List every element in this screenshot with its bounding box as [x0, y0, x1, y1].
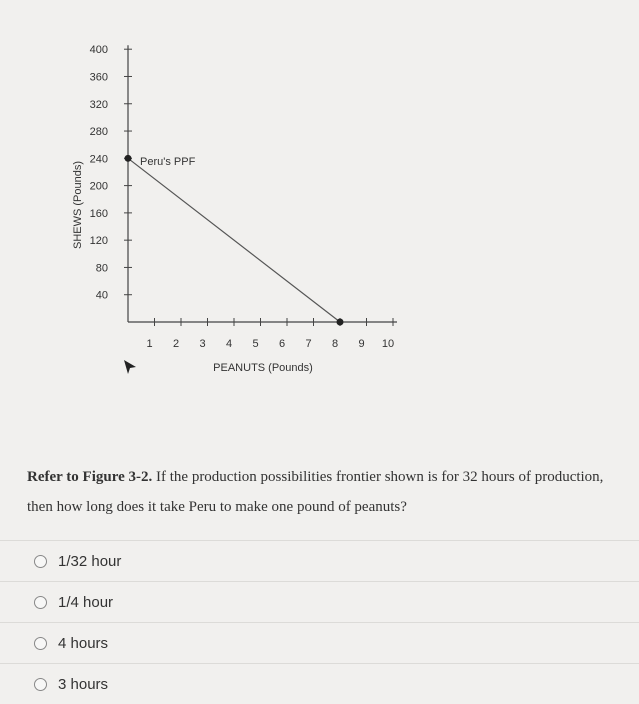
x-tick-label: 7 — [305, 338, 312, 350]
question-text — [27, 462, 639, 522]
y-axis-label: SHEWS (Pounds) — [72, 160, 84, 250]
x-tick-labels — [146, 318, 394, 350]
answer-option-label: 4 hours — [58, 634, 109, 652]
answer-option[interactable] — [0, 663, 639, 704]
y-tick-labels — [90, 44, 132, 302]
radio-button[interactable] — [34, 596, 47, 609]
x-tick-label: 4 — [225, 338, 233, 350]
ppf-line — [128, 158, 340, 322]
chart-axes — [128, 45, 397, 322]
y-tick-label: 360 — [89, 71, 108, 84]
y-tick-label: 40 — [95, 289, 108, 302]
x-axis-label: PEANUTS (Pounds) — [213, 362, 313, 374]
x-tick-label: 1 — [146, 338, 153, 350]
answer-option[interactable] — [0, 540, 639, 581]
y-tick-label: 120 — [89, 235, 108, 248]
answer-option-label: 1/32 hour — [58, 552, 122, 570]
answer-option-label: 3 hours — [58, 675, 109, 693]
ppf-series — [125, 155, 344, 326]
radio-button[interactable] — [34, 555, 47, 568]
ppf-chart — [60, 30, 420, 390]
y-tick-label: 280 — [89, 126, 108, 139]
y-tick-label: 200 — [89, 180, 108, 193]
x-tick-label: 8 — [331, 338, 339, 350]
x-tick-label: 5 — [252, 338, 259, 350]
x-tick-label: 10 — [381, 338, 395, 350]
y-tick-label: 400 — [89, 44, 108, 57]
answer-option[interactable] — [0, 581, 639, 622]
x-tick-label: 3 — [199, 338, 206, 350]
x-tick-label: 6 — [278, 338, 286, 350]
question-figure-ref: Refer to Figure 3-2. — [27, 469, 153, 485]
y-tick-label: 240 — [89, 153, 108, 166]
cursor-arrow-icon — [124, 360, 136, 374]
ppf-annotation: Peru's PPF — [140, 156, 196, 168]
answer-option[interactable] — [0, 622, 639, 663]
y-tick-label: 80 — [95, 262, 108, 275]
answer-options — [0, 540, 639, 704]
question-line1: If the production possibilities frontier shown is for 32 hours of production, — [152, 469, 604, 485]
ppf-endpoint — [337, 319, 344, 326]
radio-button[interactable] — [34, 637, 47, 650]
x-tick-label: 2 — [172, 338, 180, 350]
y-tick-label: 320 — [89, 98, 108, 111]
radio-button[interactable] — [34, 678, 47, 691]
question-line2: then how long does it take Peru to make one pound of peanuts? — [27, 499, 407, 515]
y-tick-label: 160 — [89, 207, 108, 220]
ppf-endpoint — [125, 155, 132, 162]
x-tick-label: 9 — [358, 338, 365, 350]
answer-option-label: 1/4 hour — [58, 593, 114, 611]
